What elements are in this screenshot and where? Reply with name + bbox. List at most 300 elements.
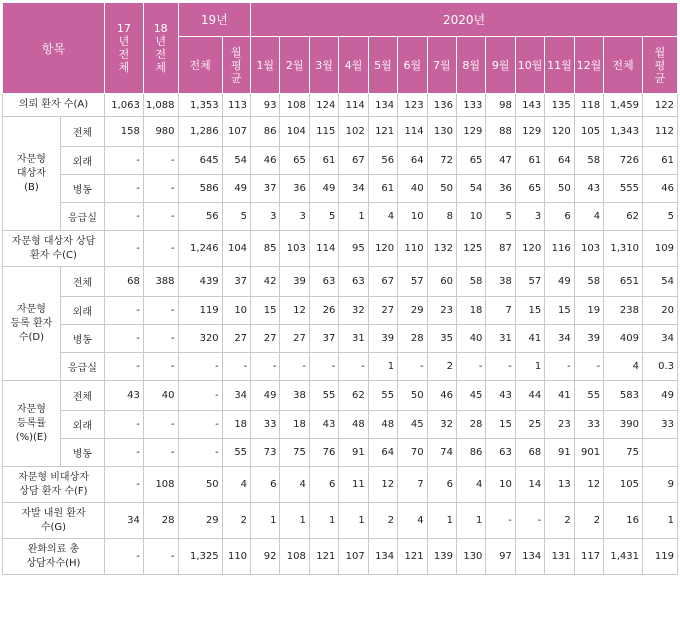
header-2019-avg-label: 월 평 균	[231, 45, 242, 85]
table-cell: 1,286	[178, 117, 222, 147]
table-cell: 120	[368, 231, 397, 267]
table-row	[3, 231, 678, 267]
table-cell: 56	[178, 203, 222, 231]
table-cell: 74	[427, 439, 456, 467]
table-cell: 125	[457, 231, 486, 267]
table-cell: 85	[251, 231, 280, 267]
table-cell: 114	[339, 94, 368, 117]
table-cell: -	[143, 231, 178, 267]
table-cell: 1,343	[604, 117, 643, 147]
table-cell: 1	[427, 503, 456, 539]
table-cell: 61	[515, 147, 544, 175]
table-cell: 103	[574, 231, 603, 267]
table-cell: 120	[545, 117, 574, 147]
table-row	[3, 539, 678, 575]
table-cell: 39	[280, 267, 309, 297]
table-cell: 93	[251, 94, 280, 117]
table-cell: 1	[643, 503, 678, 539]
table-cell: 7	[398, 467, 427, 503]
group-label: 자문형 대상자 (B)	[3, 117, 61, 231]
table-row	[3, 175, 678, 203]
table-cell: 91	[545, 439, 574, 467]
table-cell: 37	[309, 325, 338, 353]
table-cell: 9	[643, 467, 678, 503]
header-2019-total: 전체	[178, 37, 222, 94]
table-cell: 48	[339, 411, 368, 439]
table-cell: 50	[427, 175, 456, 203]
table-cell: 238	[604, 297, 643, 325]
table-cell: 46	[251, 147, 280, 175]
row-sublabel: 전체	[60, 267, 104, 297]
table-cell: 110	[222, 539, 250, 575]
table-cell: 10	[486, 467, 515, 503]
table-cell: -	[574, 353, 603, 381]
row-sublabel: 외래	[60, 411, 104, 439]
table-cell: 76	[309, 439, 338, 467]
header-month-1: 1월	[251, 37, 280, 94]
table-cell: 15	[251, 297, 280, 325]
table-cell: 390	[604, 411, 643, 439]
table-cell: 6	[427, 467, 456, 503]
table-cell: 54	[643, 267, 678, 297]
table-cell: -	[178, 381, 222, 411]
table-cell: 95	[339, 231, 368, 267]
table-cell: 64	[398, 147, 427, 175]
table-cell: 133	[457, 94, 486, 117]
group-label: 자문형 등록 환자 수(D)	[3, 267, 61, 381]
table-cell: 1,353	[178, 94, 222, 117]
table-cell: 320	[178, 325, 222, 353]
table-cell: 7	[486, 297, 515, 325]
table-cell: 122	[643, 94, 678, 117]
table-cell: 980	[143, 117, 178, 147]
table-cell: 39	[574, 325, 603, 353]
table-cell: 29	[178, 503, 222, 539]
table-cell: 6	[251, 467, 280, 503]
table-cell: 10	[457, 203, 486, 231]
table-cell: 73	[251, 439, 280, 467]
table-cell: -	[178, 411, 222, 439]
row-label: 자문형 대상자 상담 환자 수(C)	[3, 231, 105, 267]
table-cell: 25	[515, 411, 544, 439]
table-cell: 10	[222, 297, 250, 325]
table-cell: 64	[368, 439, 397, 467]
table-cell: -	[457, 353, 486, 381]
table-cell: 15	[545, 297, 574, 325]
table-cell: 583	[604, 381, 643, 411]
table-cell: 31	[339, 325, 368, 353]
table-cell: 129	[515, 117, 544, 147]
table-cell: 68	[515, 439, 544, 467]
table-cell: 645	[178, 147, 222, 175]
table-cell: -	[143, 411, 178, 439]
table-cell: 46	[643, 175, 678, 203]
table-cell: 107	[339, 539, 368, 575]
header-2018-total	[143, 3, 178, 94]
table-cell: 34	[643, 325, 678, 353]
table-cell: 27	[222, 325, 250, 353]
table-cell: 38	[280, 381, 309, 411]
table-cell: -	[280, 353, 309, 381]
table-cell: 88	[486, 117, 515, 147]
header-2018-total-label: 18 년 전 체	[153, 22, 168, 74]
table-cell: -	[143, 539, 178, 575]
table-cell: -	[143, 439, 178, 467]
table-cell: 45	[398, 411, 427, 439]
table-cell: 20	[643, 297, 678, 325]
table-row	[3, 411, 678, 439]
table-cell: 112	[643, 117, 678, 147]
table-cell: 12	[368, 467, 397, 503]
table-cell: -	[178, 353, 222, 381]
table-cell: 32	[339, 297, 368, 325]
table-cell: 35	[427, 325, 456, 353]
table-cell: 57	[515, 267, 544, 297]
table-cell: 1	[515, 353, 544, 381]
table-cell: 91	[339, 439, 368, 467]
row-sublabel: 외래	[60, 297, 104, 325]
table-cell: 41	[515, 325, 544, 353]
table-cell: 57	[398, 267, 427, 297]
header-2017-total	[104, 3, 143, 94]
table-cell: 3	[280, 203, 309, 231]
header-month-8: 8월	[457, 37, 486, 94]
table-cell: -	[104, 175, 143, 203]
table-cell: 439	[178, 267, 222, 297]
table-cell: 104	[222, 231, 250, 267]
row-sublabel: 병동	[60, 325, 104, 353]
table-row	[3, 503, 678, 539]
header-2017-total-label: 17 년 전 체	[116, 22, 131, 74]
table-cell: -	[515, 503, 544, 539]
table-cell: 27	[368, 297, 397, 325]
table-row	[3, 267, 678, 297]
table-cell: 108	[143, 467, 178, 503]
table-cell: 109	[643, 231, 678, 267]
table-row	[3, 94, 678, 117]
table-cell: 49	[643, 381, 678, 411]
table-cell: 63	[339, 267, 368, 297]
table-cell: -	[104, 297, 143, 325]
table-cell: 1	[309, 503, 338, 539]
table-cell: 63	[486, 439, 515, 467]
table-cell: 63	[309, 267, 338, 297]
table-cell: 36	[280, 175, 309, 203]
table-cell: 1,431	[604, 539, 643, 575]
table-cell: 108	[280, 94, 309, 117]
table-cell: 44	[515, 381, 544, 411]
table-cell: -	[309, 353, 338, 381]
table-cell: 36	[486, 175, 515, 203]
table-cell: 27	[251, 325, 280, 353]
header-month-9: 9월	[486, 37, 515, 94]
table-cell: 49	[309, 175, 338, 203]
table-cell: 105	[574, 117, 603, 147]
table-cell: 651	[604, 267, 643, 297]
table-cell: 113	[222, 94, 250, 117]
table-cell: 12	[574, 467, 603, 503]
header-month-12: 12월	[574, 37, 603, 94]
header-month-10: 10월	[515, 37, 544, 94]
table-cell: 1	[251, 503, 280, 539]
table-cell	[643, 439, 678, 467]
table-cell: 50	[545, 175, 574, 203]
table-cell: 121	[368, 117, 397, 147]
table-cell: -	[104, 411, 143, 439]
table-cell: 34	[104, 503, 143, 539]
table-cell: 555	[604, 175, 643, 203]
table-cell: 40	[398, 175, 427, 203]
table-cell: 130	[457, 539, 486, 575]
table-cell: 4	[222, 467, 250, 503]
table-cell: 58	[457, 267, 486, 297]
table-cell: 1	[280, 503, 309, 539]
table-cell: 55	[309, 381, 338, 411]
row-sublabel: 외래	[60, 147, 104, 175]
table-cell: -	[251, 353, 280, 381]
table-cell: 60	[427, 267, 456, 297]
table-cell: 14	[515, 467, 544, 503]
header-month-2: 2월	[280, 37, 309, 94]
header-month-11: 11월	[545, 37, 574, 94]
table-cell: 2	[222, 503, 250, 539]
table-cell: -	[545, 353, 574, 381]
table-cell: -	[104, 203, 143, 231]
table-cell: 61	[309, 147, 338, 175]
table-cell: 67	[339, 147, 368, 175]
table-cell: 5	[643, 203, 678, 231]
table-cell: 70	[398, 439, 427, 467]
table-cell: 120	[515, 231, 544, 267]
table-cell: 47	[486, 147, 515, 175]
table-cell: 11	[339, 467, 368, 503]
table-cell: 1,325	[178, 539, 222, 575]
row-label: 완화의료 총 상담자수(H)	[3, 539, 105, 575]
table-cell: 72	[427, 147, 456, 175]
table-cell: 65	[457, 147, 486, 175]
table-cell: 34	[339, 175, 368, 203]
table-cell: 87	[486, 231, 515, 267]
table-cell: 2	[545, 503, 574, 539]
table-cell: -	[222, 353, 250, 381]
table-cell: 158	[104, 117, 143, 147]
table-cell: 54	[457, 175, 486, 203]
table-cell: 64	[545, 147, 574, 175]
table-cell: 45	[457, 381, 486, 411]
row-sublabel: 병동	[60, 439, 104, 467]
table-cell: 46	[427, 381, 456, 411]
table-cell: 726	[604, 147, 643, 175]
table-cell: 3	[251, 203, 280, 231]
table-cell: 16	[604, 503, 643, 539]
table-cell: 116	[545, 231, 574, 267]
table-cell: -	[104, 147, 143, 175]
table-cell: 32	[427, 411, 456, 439]
table-cell: 107	[222, 117, 250, 147]
table-cell: 65	[280, 147, 309, 175]
table-cell: 92	[251, 539, 280, 575]
table-cell: 102	[339, 117, 368, 147]
table-cell: 43	[309, 411, 338, 439]
table-cell: 119	[643, 539, 678, 575]
table-cell: 37	[251, 175, 280, 203]
table-cell: 29	[398, 297, 427, 325]
table-cell: 55	[574, 381, 603, 411]
table-cell: -	[143, 175, 178, 203]
table-cell: 4	[280, 467, 309, 503]
table-cell: 98	[486, 94, 515, 117]
table-cell: 23	[427, 297, 456, 325]
table-cell: -	[104, 439, 143, 467]
table-cell: 901	[574, 439, 603, 467]
table-cell: 10	[398, 203, 427, 231]
table-cell: 86	[457, 439, 486, 467]
table-cell: 13	[545, 467, 574, 503]
table-cell: 121	[309, 539, 338, 575]
table-cell: 103	[280, 231, 309, 267]
header-month-3: 3월	[309, 37, 338, 94]
table-cell: 1,246	[178, 231, 222, 267]
header-item: 항목	[3, 3, 105, 94]
table-cell: 40	[143, 381, 178, 411]
table-cell: 132	[427, 231, 456, 267]
table-cell: 33	[643, 411, 678, 439]
table-cell: 6	[309, 467, 338, 503]
table-cell: -	[104, 539, 143, 575]
table-cell: 49	[251, 381, 280, 411]
header-2020: 2020년	[251, 3, 678, 37]
table-cell: 75	[604, 439, 643, 467]
table-cell: 43	[486, 381, 515, 411]
table-cell: -	[143, 297, 178, 325]
table-cell: 61	[368, 175, 397, 203]
table-cell: 108	[280, 539, 309, 575]
statistics-table	[2, 2, 678, 575]
table-cell: 2	[368, 503, 397, 539]
row-label: 자발 내원 환자 수(G)	[3, 503, 105, 539]
table-row	[3, 203, 678, 231]
table-cell: 2	[427, 353, 456, 381]
table-cell: 43	[104, 381, 143, 411]
table-cell: 586	[178, 175, 222, 203]
table-cell: 39	[368, 325, 397, 353]
table-cell: 124	[309, 94, 338, 117]
table-row	[3, 297, 678, 325]
table-cell: 1,310	[604, 231, 643, 267]
table-cell: 134	[368, 539, 397, 575]
table-cell: 1,088	[143, 94, 178, 117]
table-cell: 68	[104, 267, 143, 297]
table-cell: 121	[398, 539, 427, 575]
table-cell: -	[339, 353, 368, 381]
table-cell: 26	[309, 297, 338, 325]
table-cell: 2	[574, 503, 603, 539]
table-cell: 134	[515, 539, 544, 575]
table-cell: 117	[574, 539, 603, 575]
table-row	[3, 381, 678, 411]
table-cell: 388	[143, 267, 178, 297]
table-cell: 129	[457, 117, 486, 147]
table-cell: -	[486, 353, 515, 381]
table-cell: 18	[457, 297, 486, 325]
table-cell: -	[143, 147, 178, 175]
table-cell: 97	[486, 539, 515, 575]
table-cell: 104	[280, 117, 309, 147]
table-cell: 1	[457, 503, 486, 539]
table-cell: -	[104, 325, 143, 353]
table-cell: 119	[178, 297, 222, 325]
table-cell: -	[143, 325, 178, 353]
table-cell: 34	[545, 325, 574, 353]
table-cell: 3	[515, 203, 544, 231]
table-cell: 12	[280, 297, 309, 325]
table-cell: 56	[368, 147, 397, 175]
table-cell: 49	[545, 267, 574, 297]
table-row	[3, 353, 678, 381]
table-cell: 18	[222, 411, 250, 439]
table-cell: 131	[545, 539, 574, 575]
table-cell: 114	[309, 231, 338, 267]
table-cell: 58	[574, 147, 603, 175]
table-cell: 5	[309, 203, 338, 231]
table-cell: 28	[143, 503, 178, 539]
table-cell: 33	[251, 411, 280, 439]
table-cell: 8	[427, 203, 456, 231]
table-cell: -	[143, 203, 178, 231]
table-row	[3, 147, 678, 175]
table-cell: 1	[339, 203, 368, 231]
table-cell: 143	[515, 94, 544, 117]
table-cell: 15	[486, 411, 515, 439]
table-cell: 61	[643, 147, 678, 175]
table-cell: 33	[574, 411, 603, 439]
table-cell: 55	[222, 439, 250, 467]
table-cell: 134	[368, 94, 397, 117]
table-cell: 110	[398, 231, 427, 267]
table-cell: -	[178, 439, 222, 467]
table-cell: 114	[398, 117, 427, 147]
table-cell: 27	[280, 325, 309, 353]
table-cell: -	[398, 353, 427, 381]
header-month-4: 4월	[339, 37, 368, 94]
table-cell: 50	[398, 381, 427, 411]
table-cell: 4	[457, 467, 486, 503]
table-cell: 409	[604, 325, 643, 353]
table-cell: 58	[574, 267, 603, 297]
table-cell: 28	[398, 325, 427, 353]
table-cell: -	[104, 467, 143, 503]
table-cell: 28	[457, 411, 486, 439]
table-cell: 1	[368, 353, 397, 381]
table-cell: 54	[222, 147, 250, 175]
table-cell: 123	[398, 94, 427, 117]
table-cell: 37	[222, 267, 250, 297]
table-cell: 55	[368, 381, 397, 411]
header-2020-avg-label: 월 평 균	[654, 45, 666, 85]
table-cell: -	[104, 231, 143, 267]
table-row	[3, 325, 678, 353]
row-sublabel: 응급실	[60, 353, 104, 381]
table-cell: 65	[515, 175, 544, 203]
header-2020-total: 전체	[604, 37, 643, 94]
table-row	[3, 117, 678, 147]
table-cell: 62	[604, 203, 643, 231]
row-sublabel: 전체	[60, 381, 104, 411]
table-cell: 5	[486, 203, 515, 231]
table-cell: 130	[427, 117, 456, 147]
table-cell: 43	[574, 175, 603, 203]
table-cell: 67	[368, 267, 397, 297]
